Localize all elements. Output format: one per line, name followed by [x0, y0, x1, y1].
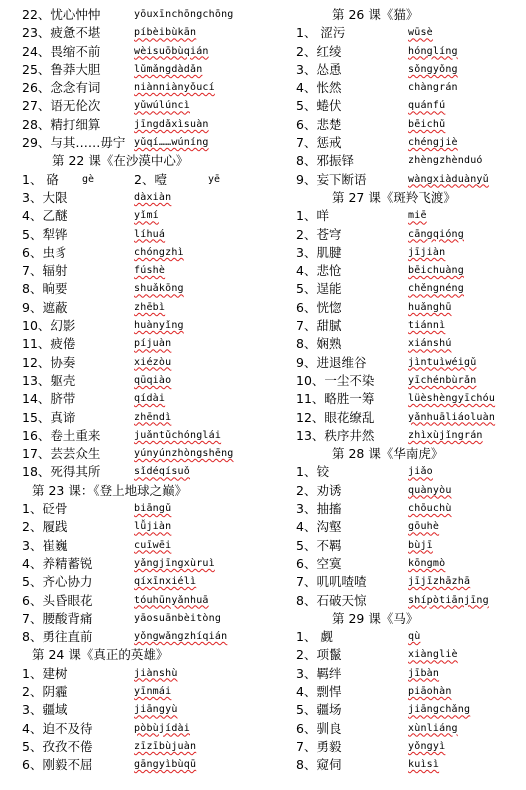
vocab-pinyin: qù [408, 631, 421, 643]
vocab-row [296, 701, 522, 719]
vocab-pinyin: píjuàn [134, 338, 172, 350]
vocab-row [296, 628, 522, 646]
vocab-term: 5、逞能 [296, 281, 342, 297]
vocab-term: 5、不羁 [296, 537, 342, 553]
vocab-term: 8、娴熟 [296, 336, 342, 352]
vocab-term: 7、勇毅 [296, 738, 342, 754]
vocab-term: 8、晌要 [22, 281, 68, 297]
vocab-row [296, 409, 522, 427]
vocab-row [22, 354, 272, 372]
vocab-row [22, 463, 272, 481]
vocab-term: 6、驯良 [296, 720, 342, 736]
vocab-row [22, 97, 272, 115]
vocab-term: 7、叽叽喳喳 [296, 574, 367, 590]
left-column [22, 6, 272, 774]
vocab-pinyin: chōuchù [408, 503, 452, 515]
vocab-pinyin: yúnyúnzhòngshēng [134, 448, 234, 460]
vocab-row [296, 171, 522, 189]
vocab-row [22, 409, 272, 427]
vocab-pinyin: jìntuìwéigǔ [408, 356, 477, 368]
vocab-row [296, 61, 522, 79]
vocab-row [22, 427, 272, 445]
vocab-row [22, 299, 272, 317]
vocab-term: 12、协奏 [22, 354, 76, 370]
vocab-row [296, 280, 522, 298]
vocab-row [22, 189, 272, 207]
vocab-pinyin: sǐdéqísuǒ [134, 466, 190, 478]
vocab-pinyin: pòbùjídài [134, 722, 190, 734]
vocab-pinyin: zhèngzhènduó [408, 155, 483, 167]
vocab-row [296, 116, 522, 134]
vocab-pinyin: tiánnì [408, 320, 446, 332]
vocab-term: 16、卷土重来 [22, 427, 101, 443]
vocab-row [296, 372, 522, 390]
vocab-row [296, 335, 522, 353]
vocab-pinyin: bùjī [408, 539, 433, 551]
vocab-term: 9、遮蔽 [22, 299, 68, 315]
vocab-term: 3、抽搐 [296, 501, 342, 517]
vocab-row [296, 573, 522, 591]
vocab-term: 13、躯壳 [22, 372, 76, 388]
lesson-heading: 第 29 课《马》 [332, 610, 419, 626]
vocab-term: 6、空寞 [296, 555, 342, 571]
vocab-term: 3、大限 [22, 189, 68, 205]
vocab-pinyin: sǒngyǒng [408, 63, 458, 75]
vocab-term: 3、疆域 [22, 702, 68, 718]
vocab-pinyin: qūqiào [134, 374, 172, 386]
lesson-heading: 第 24 课《真正的英雄》 [32, 647, 169, 663]
vocab-row [296, 299, 522, 317]
vocab-row [22, 500, 272, 518]
vocab-pinyin: chéngjiè [408, 137, 458, 149]
vocab-row [22, 6, 272, 24]
vocab-pinyin: zhìxùjǐngrán [408, 429, 483, 441]
vocab-pinyin: chóngzhì [134, 246, 184, 258]
vocab-pinyin: yǒngyì [408, 740, 446, 752]
vocab-pinyin: zhēndì [134, 411, 172, 423]
vocab-term: 9、进退维谷 [296, 354, 367, 370]
vocab-term: 6、悲楚 [296, 116, 342, 132]
vocab-term: 1、建树 [22, 665, 68, 681]
vocab-term: 1、铰 [296, 464, 329, 480]
vocab-row [296, 665, 522, 683]
vocab-row [22, 665, 272, 683]
vocab-row [22, 738, 272, 756]
vocab-term: 5、犁铧 [22, 226, 68, 242]
vocab-row [296, 427, 522, 445]
vocab-row [296, 134, 522, 152]
vocab-pinyin: piāohàn [408, 685, 452, 697]
vocab-term: 2、苍穹 [296, 226, 342, 242]
vocab-row [22, 43, 272, 61]
vocab-row [296, 43, 522, 61]
vocab-term: 11、疲倦 [22, 336, 76, 352]
vocab-term: 7、辐射 [22, 263, 68, 279]
vocab-pinyin: jībàn [408, 667, 440, 679]
vocab-pinyin: tóuhūnyǎnhuā [134, 594, 209, 606]
vocab-term: 8、勇往直前 [22, 629, 93, 645]
vocab-row [296, 537, 522, 555]
vocab-pinyin: quánfú [408, 100, 446, 112]
vocab-row [22, 683, 272, 701]
vocab-pinyin: yīnmái [134, 685, 172, 697]
lesson-heading: 第 26 课《猫》 [332, 7, 419, 22]
vocab-term: 12、眼花缭乱 [296, 409, 375, 425]
vocab-row [296, 683, 522, 701]
vocab-term: 5、蜷伏 [296, 98, 342, 114]
vocab-pinyin: yē [208, 173, 221, 185]
vocab-term: 6、虫豸 [22, 244, 68, 260]
vocab-row [296, 463, 522, 481]
vocab-pinyin: yōuxīnchōngchōng [134, 9, 234, 20]
vocab-row [22, 537, 272, 555]
vocab-pinyin: yǎnhuāliáoluàn [408, 411, 496, 423]
vocab-pinyin: shípòtiānjīng [408, 594, 489, 606]
vocab-row [296, 354, 522, 372]
vocab-row [22, 756, 272, 774]
vocab-row [22, 226, 272, 244]
vocab-pinyin: yǒngwǎngzhíqián [134, 631, 228, 643]
vocab-row [22, 555, 272, 573]
vocab-row [296, 518, 522, 536]
vocab-row [296, 390, 522, 408]
lesson-heading: 第 28 课《华南虎》 [332, 446, 444, 462]
vocab-pinyin: jiǎo [408, 466, 433, 478]
vocab-term: 2、项鬣 [296, 647, 342, 663]
vocab-row [296, 500, 522, 518]
vocab-row [22, 518, 272, 536]
vocab-pinyin: xiánshú [408, 338, 452, 350]
vocab-row [296, 79, 522, 97]
lesson-heading: 第 22 课《在沙漠中心》 [52, 153, 189, 169]
vocab-term: 3、肌腱 [296, 244, 342, 260]
vocab-row [296, 646, 522, 664]
vocab-term: 18、死得其所 [22, 464, 101, 480]
vocab-pinyin: bēichǔ [408, 118, 446, 130]
vocab-row [22, 207, 272, 225]
vocab-term: 4、剽悍 [296, 683, 342, 699]
vocab-pinyin: jiāngchǎng [408, 704, 471, 716]
vocab-row [296, 592, 522, 610]
vocab-term: 1、 涩污 [296, 25, 346, 41]
vocab-term: 10、幻影 [22, 318, 76, 334]
vocab-pinyin: qídài [134, 393, 166, 405]
vocab-pinyin: jījiàn [408, 246, 446, 258]
vocab-pinyin: wūsè [408, 27, 433, 39]
vocab-row [22, 390, 272, 408]
vocab-pinyin: shuǎkōng [134, 283, 184, 295]
vocab-row [22, 372, 272, 390]
vocab-row [22, 445, 272, 463]
vocab-term: 2、阴霾 [22, 683, 68, 699]
vocab-term: 6、刚毅不屈 [22, 757, 93, 773]
vocab-term: 5、齐心协力 [22, 574, 93, 590]
vocab-pinyin: bēichuàng [408, 265, 464, 277]
vocab-pinyin: huànyǐng [134, 320, 184, 332]
vocab-pinyin: chàngrán [408, 82, 458, 94]
vocab-term: 1、 硌 [22, 171, 59, 187]
vocab-term: 4、悲怆 [296, 263, 342, 279]
vocab-pinyin: kōngmò [408, 557, 446, 569]
vocab-term: 1、咩 [296, 208, 329, 224]
vocab-row [22, 701, 272, 719]
vocab-pinyin: yāosuānbèitòng [134, 612, 222, 624]
vocab-term: 28、精打细算 [22, 116, 101, 132]
vocab-term: 6、恍惚 [296, 299, 342, 315]
vocab-term: 4、迫不及待 [22, 720, 93, 736]
vocab-pinyin: biāngǔ [134, 503, 172, 515]
vocab-term: 4、养精蓄锐 [22, 555, 93, 571]
vocab-pinyin: yǔqí……wúníng [134, 137, 209, 149]
vocab-pinyin: cuīwēi [134, 539, 172, 551]
vocab-term: 9、妄下断语 [296, 171, 367, 187]
vocab-pinyin: lǚjiàn [134, 521, 172, 533]
vocab-pinyin: wèisuōbùqián [134, 45, 209, 57]
vocab-row [296, 555, 522, 573]
vocab-pinyin: kuìsì [408, 759, 440, 771]
vocab-term: 8、窥伺 [296, 757, 342, 773]
vocab-row [296, 226, 522, 244]
vocab-row [296, 482, 522, 500]
vocab-term: 4、乙醚 [22, 208, 68, 224]
vocab-term: 5、孜孜不倦 [22, 738, 93, 754]
vocab-term: 3、羁绊 [296, 665, 342, 681]
vocab-pinyin: chěngnéng [408, 283, 464, 295]
vocab-term: 17、芸芸众生 [22, 446, 101, 462]
vocab-row [22, 24, 272, 42]
vocab-term: 7、腰酸背痛 [22, 610, 93, 626]
vocab-row [296, 720, 522, 738]
vocab-term: 1、 觑 [296, 629, 333, 645]
vocab-term: 13、秩序井然 [296, 427, 375, 443]
vocab-pinyin: xiézòu [134, 356, 172, 368]
vocab-pinyin: yǐmí [134, 210, 159, 222]
vocab-term: 11、略胜一筹 [296, 391, 375, 407]
vocab-pinyin: jiāngyù [134, 704, 178, 716]
vocab-term: 2、噎 [134, 171, 167, 187]
vocab-term: 3、崔巍 [22, 537, 68, 553]
vocab-row [22, 116, 272, 134]
vocab-row [296, 738, 522, 756]
vocab-row [22, 134, 272, 152]
vocab-term: 22、忧心忡忡 [22, 7, 101, 22]
vocab-row [22, 61, 272, 79]
vocab-pinyin: xiàngliè [408, 649, 458, 661]
vocab-term: 7、惩戒 [296, 135, 342, 151]
vocab-pinyin: líhuá [134, 228, 166, 240]
vocab-row [22, 79, 272, 97]
vocab-pinyin: gāngyìbùqū [134, 759, 197, 771]
vocab-term: 2、红绫 [296, 43, 342, 59]
vocab-row [22, 592, 272, 610]
vocab-row-pair [22, 171, 272, 189]
vocab-pinyin: juǎntǔchónglái [134, 429, 222, 441]
vocab-pinyin: dàxiàn [134, 191, 172, 203]
vocab-pinyin: zīzībùjuàn [134, 740, 197, 752]
vocab-term: 4、沟壑 [296, 519, 342, 535]
vocab-term: 26、念念有词 [22, 80, 101, 96]
vocab-pinyin: jījīzhāzhā [408, 576, 471, 588]
vocab-term: 23、疲惫不堪 [22, 25, 101, 41]
vocab-pinyin: niànniànyǒucí [134, 82, 215, 94]
vocab-pinyin: hónglíng [408, 45, 458, 57]
vocab-term: 2、劝诱 [296, 482, 342, 498]
vocab-pinyin: lǔmǎngdàdǎn [134, 63, 203, 75]
vocab-term: 8、石破天惊 [296, 592, 367, 608]
vocab-pinyin: miē [408, 210, 427, 222]
vocab-pinyin: quànyòu [408, 484, 452, 496]
vocab-pinyin: fúshè [134, 265, 166, 277]
vocab-row [22, 720, 272, 738]
vocab-row [22, 262, 272, 280]
vocab-term: 15、真谛 [22, 409, 76, 425]
vocab-row [22, 317, 272, 335]
vocab-pinyin: gōuhè [408, 521, 440, 533]
vocab-term: 4、怅然 [296, 80, 342, 96]
vocab-row [296, 244, 522, 262]
vocab-pinyin: qíxīnxiélì [134, 576, 197, 588]
vocab-term: 29、与其……毋宁 [22, 135, 126, 151]
right-column [296, 6, 522, 774]
lesson-heading: 第 23 课：《登上地球之巅》 [32, 482, 188, 498]
vocab-row [22, 280, 272, 298]
vocab-row [22, 335, 272, 353]
vocab-term: 2、履践 [22, 519, 68, 535]
vocab-row [296, 262, 522, 280]
vocab-term: 27、语无伦次 [22, 98, 101, 114]
vocab-row [296, 317, 522, 335]
vocab-term: 25、鲁莽大胆 [22, 61, 101, 77]
vocab-pinyin: zhēbì [134, 301, 166, 313]
vocab-row [296, 756, 522, 774]
vocab-term: 7、甜腻 [296, 318, 342, 334]
vocab-pinyin: gè [82, 173, 95, 185]
vocab-term: 14、脐带 [22, 391, 76, 407]
vocab-row [22, 573, 272, 591]
vocab-row [22, 628, 272, 646]
vocab-term: 1、砭骨 [22, 501, 68, 517]
vocab-pinyin: huǎnghū [408, 301, 452, 313]
vocab-term: 8、邪振铎 [296, 153, 354, 169]
vocab-pinyin: wàngxiàduànyǔ [408, 173, 489, 185]
vocab-pinyin: yǎngjīngxùruì [134, 557, 215, 569]
vocab-term: 3、怂恿 [296, 61, 342, 77]
vocab-pinyin: yǔwúlúncì [134, 100, 190, 112]
vocab-row [22, 244, 272, 262]
vocab-pinyin: píbèibùkān [134, 27, 197, 39]
vocab-row [296, 24, 522, 42]
vocab-term: 24、畏缩不前 [22, 43, 101, 59]
vocab-row [296, 152, 522, 170]
vocab-pinyin: jiànshù [134, 667, 178, 679]
vocab-row [22, 610, 272, 628]
vocab-pinyin: lüèshèngyīchóu [408, 393, 496, 405]
vocab-row [296, 97, 522, 115]
vocab-row [296, 207, 522, 225]
vocab-pinyin: cāngqióng [408, 228, 464, 240]
lesson-heading: 第 27 课《斑羚飞渡》 [332, 189, 456, 205]
vocab-pinyin: xùnliáng [408, 722, 458, 734]
vocab-term: 6、头昏眼花 [22, 592, 93, 608]
vocab-term: 10、一尘不染 [296, 372, 375, 388]
vocab-pinyin: jīngdǎxìsuàn [134, 118, 209, 130]
vocab-pinyin: yīchénbùrǎn [408, 374, 477, 386]
vocab-term: 5、疆场 [296, 702, 342, 718]
